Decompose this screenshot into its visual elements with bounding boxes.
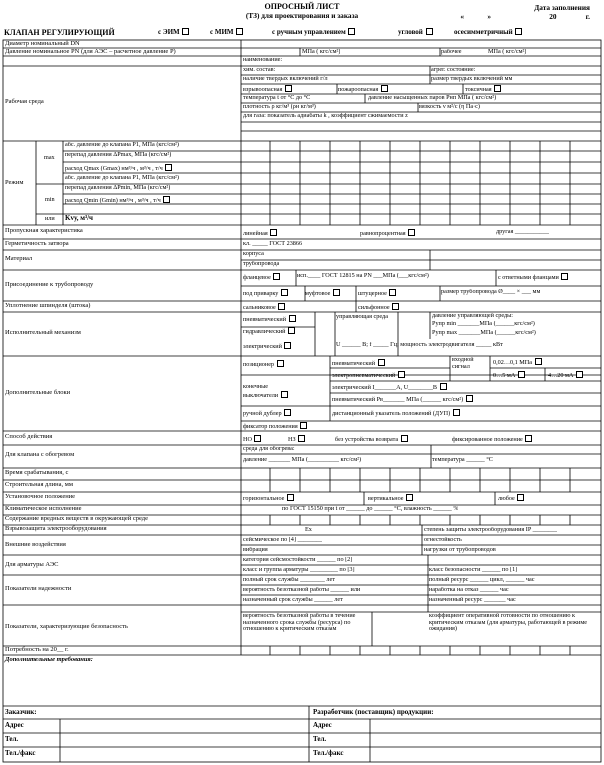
checkbox-icon[interactable] <box>285 85 292 92</box>
label-reliability: Показатели надежности <box>5 585 72 592</box>
checkbox-icon[interactable] <box>278 303 285 310</box>
customer-label: Заказчик: <box>5 708 37 716</box>
label-external: Внешние воздействия <box>5 541 66 548</box>
assigned-life-field[interactable]: назначенный срок службы ______ лет <box>243 597 343 603</box>
developer-fax-label: Тел./факс <box>313 749 344 757</box>
thread-option[interactable]: штуцерное <box>358 289 397 298</box>
action-no-option[interactable]: НО <box>243 435 262 444</box>
gland-option[interactable]: сальниковое <box>243 303 286 312</box>
assigned-resource-field[interactable]: назначенный ресурс _______ час <box>429 597 516 603</box>
resource-field[interactable]: полный ресурс ______ цикл, ______ час <box>429 577 535 583</box>
checkbox-icon[interactable] <box>389 289 396 296</box>
label-pipe-connection: Присоединение к трубопроводу <box>5 281 94 288</box>
date-label: Дата заполнения <box>534 3 590 12</box>
weld-option[interactable]: под приварку <box>243 289 289 298</box>
label-tightness: Герметичность затвора <box>5 240 69 247</box>
mode-min-label: min <box>45 197 55 203</box>
vapor-pressure-field[interactable]: давление насыщенных паров Pнп МПа ( кгс/см²) <box>368 95 497 101</box>
material-pipe-field[interactable]: трубопровода <box>243 261 280 267</box>
pupr-max-field[interactable]: Pупр max _______МПа (______кгс/см²) <box>432 330 536 336</box>
material-body-field[interactable]: корпуса <box>243 251 264 257</box>
fixator-option[interactable]: фиксатор положения <box>243 422 308 431</box>
checkbox-icon[interactable] <box>273 273 280 280</box>
label-position: Установочное положение <box>5 493 76 500</box>
option-angular[interactable]: угловой <box>398 28 434 36</box>
checkbox-icon[interactable] <box>453 409 460 416</box>
control-pressure-label: давление управляющей среды: <box>432 313 514 319</box>
checkbox-icon[interactable] <box>561 273 568 280</box>
checkbox-icon[interactable] <box>288 327 295 334</box>
checkbox-icon[interactable] <box>576 371 583 378</box>
medium-chem-field[interactable]: хим. состав: <box>243 67 276 73</box>
safety-class-field[interactable]: класс безопасности ______ по [1] <box>429 567 518 573</box>
manual-backup-option[interactable]: ручной дублер <box>243 409 292 418</box>
checkbox-icon[interactable] <box>494 85 501 92</box>
temperature-field[interactable]: температура t от °С до °С <box>243 95 311 101</box>
checkbox-icon[interactable] <box>535 358 542 365</box>
checkbox-icon[interactable] <box>440 383 447 390</box>
checkbox-icon[interactable] <box>254 435 261 442</box>
checkbox-icon[interactable] <box>165 164 172 171</box>
customer-address-label: Адрес <box>5 721 24 729</box>
actuator-pneumatic[interactable]: пневматический <box>243 315 297 324</box>
vibration-field[interactable]: вибрация <box>243 547 268 553</box>
mode-or-label: или <box>45 216 55 222</box>
any-option[interactable]: любое <box>498 494 525 503</box>
checkbox-icon[interactable] <box>333 289 340 296</box>
signal-option-1[interactable]: 0,02…0,1 МПа <box>493 358 543 367</box>
checkbox-icon[interactable] <box>406 494 413 501</box>
probability-field[interactable]: вероятность безотказной работы ______ или <box>243 587 361 593</box>
explosive-option[interactable]: взрывоопасная <box>243 85 293 94</box>
dp-min-label: перепад давления ΔPmin, МПа (кгс/см²) <box>65 185 171 191</box>
toxic-option[interactable]: токсичная <box>465 85 502 94</box>
solids-size-field[interactable]: размер твердых включений мм <box>431 76 513 82</box>
heat-pressure-field[interactable]: давление _______ МПа (__________ кгс/см²) <box>243 457 362 463</box>
heat-temperature-field[interactable]: температура ______ °С <box>432 457 493 463</box>
label-safety: Показатели, характеризующие безопасность <box>5 623 128 630</box>
form-title: ОПРОСНЫЙ ЛИСТ <box>264 2 340 11</box>
option-eim[interactable]: с ЭИМ <box>158 28 190 36</box>
label-throughput: Пропускная характеристика <box>5 227 83 234</box>
label-extra-blocks: Дополнительные блоки <box>5 389 71 396</box>
heat-medium-field[interactable]: среда для обогрева: <box>243 446 295 452</box>
q-min-label: расход Qmin (Gmin) нм³/ч , м³/ч , т/ч <box>65 196 171 205</box>
label-need: Потребность на 20__ г. <box>5 646 69 653</box>
checkbox-icon[interactable] <box>287 494 294 501</box>
q-max-label: расход Qmax (Gmax) нм³/ч , м³/ч , т/ч <box>65 164 173 173</box>
ex-field[interactable]: Ex <box>305 527 312 533</box>
label-explosion: Взрывозащита электрооборудования <box>5 525 107 532</box>
pn-work-field[interactable]: МПа ( кгс/см²) <box>488 49 527 55</box>
checkbox-icon[interactable] <box>298 435 305 442</box>
label-heated: Для клапана с обогревом <box>5 451 75 458</box>
coupling-option[interactable]: муфтовое <box>305 289 341 298</box>
valve-type-title: КЛАПАН РЕГУЛИРУЮЩИЙ <box>4 28 115 37</box>
pipe-size-field[interactable]: размер трубопровода Ø____ × ___ мм <box>441 289 541 295</box>
label-actuator: Исполнительный механизм <box>5 329 81 336</box>
option-axisymmetric[interactable]: осесимметричный <box>454 28 523 36</box>
seismic-category-field[interactable]: категория сейсмостойкости ______ по [2] <box>243 557 353 563</box>
mode-max-label: max <box>44 155 55 161</box>
armature-class-field[interactable]: класс и группа арматуры _________ по [3] <box>243 567 355 573</box>
actuator-electric[interactable]: электрический <box>243 342 292 351</box>
action-nz-option[interactable]: НЗ <box>288 435 306 444</box>
linear-option[interactable]: линейная <box>243 229 278 238</box>
climate-value-field[interactable]: по ГОСТ 15150 при t от ______ до ______ °С, влажность ______ % <box>282 506 459 512</box>
checkbox-icon[interactable] <box>466 395 473 402</box>
option-mim[interactable]: с МИМ <box>210 28 244 36</box>
fire-resistance-field[interactable]: огнестойкость <box>424 537 462 543</box>
label-pn: Давление номинальное PN (для АЭС – расчетное давление P) <box>5 48 176 55</box>
input-signal-label: входной сигнал <box>452 357 474 370</box>
positioner-option[interactable]: позиционер <box>243 360 285 369</box>
flange-spec-field[interactable]: исп.____ ГОСТ 12815 на PN ___МПа (___кгс/см²) <box>297 273 429 279</box>
option-manual[interactable]: с ручным управлением <box>272 28 356 36</box>
dp-max-label: перепад давления ΔPmax, МПа (кгс/см²) <box>65 152 172 158</box>
remote-indicator-option[interactable]: дистанционный указатель положений (ДУП) <box>332 409 461 418</box>
bellows-option[interactable]: сильфонное <box>358 303 400 312</box>
developer-address-label: Адрес <box>313 721 332 729</box>
checkbox-icon[interactable] <box>289 315 296 322</box>
readiness-coefficient-label: коэффициент оперативной готовности по отношению к критическим отказам (для арматуры, работающей в режиме ожидания) <box>429 613 588 632</box>
fire-option[interactable]: пожароопасная <box>338 85 389 94</box>
service-life-field[interactable]: полный срок службы ________ лет <box>243 577 335 583</box>
signal-option-2[interactable]: 0…5 мА <box>493 371 526 380</box>
developer-label: Разработчик (поставщик) продукции: <box>313 708 434 716</box>
form-subtitle: (ТЗ) для проектирования и заказа <box>245 11 359 20</box>
checkbox-icon[interactable] <box>381 85 388 92</box>
checkbox-icon[interactable] <box>270 229 277 236</box>
other-option[interactable]: другая ___________ <box>496 229 549 235</box>
label-dn: Диаметр номинальный DN <box>5 40 80 47</box>
checkbox-icon[interactable] <box>300 422 307 429</box>
density-field[interactable]: плотность ρ кг/м³ (ρн кг/м³) <box>243 104 316 110</box>
label-harmful: Содержание вредных веществ в окружающей среде <box>5 515 148 522</box>
positioner-electropneumatic[interactable]: электропневматический <box>332 371 406 380</box>
kv-label: Kvу, м³/ч <box>65 215 94 222</box>
actuator-hydraulic[interactable]: гидравлический <box>243 327 296 336</box>
checkbox-icon[interactable] <box>398 371 405 378</box>
limit-switch-pneumatic[interactable]: пневматический Pв_______ МПа (______ кгс/см²) <box>332 395 474 404</box>
seismic-field[interactable]: сейсмическое по [4] ________ <box>243 537 323 543</box>
label-material: Материал <box>5 255 33 262</box>
date-value: « » 20 г. <box>460 12 590 21</box>
positioner-pneumatic[interactable]: пневматический <box>332 359 386 368</box>
checkbox-icon[interactable] <box>378 359 385 366</box>
checkbox-icon[interactable] <box>284 409 291 416</box>
label-aes: Для арматуры АЭС <box>5 561 59 568</box>
electric-params-field[interactable]: U ______ В; f _____ Гц; мощность электродвигателя _____ кВт <box>336 342 503 348</box>
p1-max-label: абс. давление до клапана P1, МПа (кгс/см²) <box>65 142 179 148</box>
ip-field[interactable]: степень защиты электрооборудования IP ________ <box>424 527 558 533</box>
label-extra-req: Дополнительные требования: <box>5 656 93 663</box>
failure-probability-label: вероятность безотказной работы в течение назначенного срока службы (ресурса) по отношению к критическим отказам <box>243 613 356 632</box>
checkbox-icon[interactable] <box>392 303 399 310</box>
control-medium-field[interactable]: управляющая среда <box>336 314 388 320</box>
label-seal: Уплотнение шпинделя (штока) <box>5 302 91 309</box>
checkbox-icon[interactable] <box>281 289 288 296</box>
tightness-class-field[interactable]: кл. _____ ГОСТ 23866 <box>243 241 303 247</box>
label-mode: Режим <box>5 179 24 186</box>
label-climate: Климатическое исполнение <box>5 505 82 512</box>
checkbox-icon[interactable] <box>277 360 284 367</box>
pn-value-field[interactable]: МПа ( кгс/см²) <box>302 49 341 55</box>
limit-switch-electric[interactable]: электрический I_______А, U________В <box>332 383 448 392</box>
checkbox-icon[interactable] <box>518 371 525 378</box>
pn-work-label: рабочее <box>441 49 462 55</box>
customer-fax-label: Тел./факс <box>5 749 36 757</box>
mtbf-field[interactable]: наработка на отказ ______ час <box>429 587 509 593</box>
equal-option[interactable]: равнопроцентная <box>360 229 416 238</box>
pipe-loads-field[interactable]: нагрузки от трубопроводов <box>424 547 496 553</box>
action-noreturn-option[interactable]: без устройства возврата <box>335 435 409 444</box>
p1-min-label: абс. давление до клапана P1, МПа (кгс/см²) <box>65 175 179 181</box>
counter-flanges-option[interactable]: с ответными фланцами <box>498 273 569 282</box>
pupr-min-field[interactable]: Pупр min _______МПа (______кгс/см²) <box>432 321 535 327</box>
solids-field[interactable]: наличие твердых включений г/л <box>243 76 328 82</box>
horizontal-option[interactable]: горизонтальное <box>243 494 295 503</box>
checkbox-icon[interactable] <box>525 435 532 442</box>
medium-name-field[interactable]: наименование: <box>243 57 283 63</box>
label-medium: Рабочая среда <box>5 98 44 105</box>
label-action: Способ действия <box>5 433 53 440</box>
customer-phone-label: Тел. <box>5 735 19 743</box>
vertical-option[interactable]: вертикальное <box>368 494 414 503</box>
checkbox-icon[interactable] <box>401 435 408 442</box>
label-length: Строительная длина, мм <box>5 481 73 488</box>
limit-switch-option[interactable]: конечные выключатели <box>243 384 303 399</box>
label-time: Время срабатывания, с <box>5 469 69 476</box>
medium-state-field[interactable]: агрег. состояние: <box>431 67 476 73</box>
checkbox-icon[interactable] <box>163 196 170 203</box>
checkbox-icon[interactable] <box>408 229 415 236</box>
developer-phone-label: Тел. <box>313 735 327 743</box>
checkbox-icon[interactable] <box>517 494 524 501</box>
flanged-option[interactable]: фланцевое <box>243 273 281 282</box>
gas-params-field[interactable]: для газа: показатель адиабаты k , коэффициент сжимаемости z <box>243 113 408 119</box>
action-fixed-option[interactable]: фиксированное положение <box>452 435 533 444</box>
signal-option-3[interactable]: 4…20 мА <box>548 371 584 380</box>
checkbox-icon[interactable] <box>284 342 291 349</box>
viscosity-field[interactable]: вязкость ν м²/с (η Па·с) <box>419 104 480 110</box>
checkbox-icon[interactable] <box>281 391 288 398</box>
